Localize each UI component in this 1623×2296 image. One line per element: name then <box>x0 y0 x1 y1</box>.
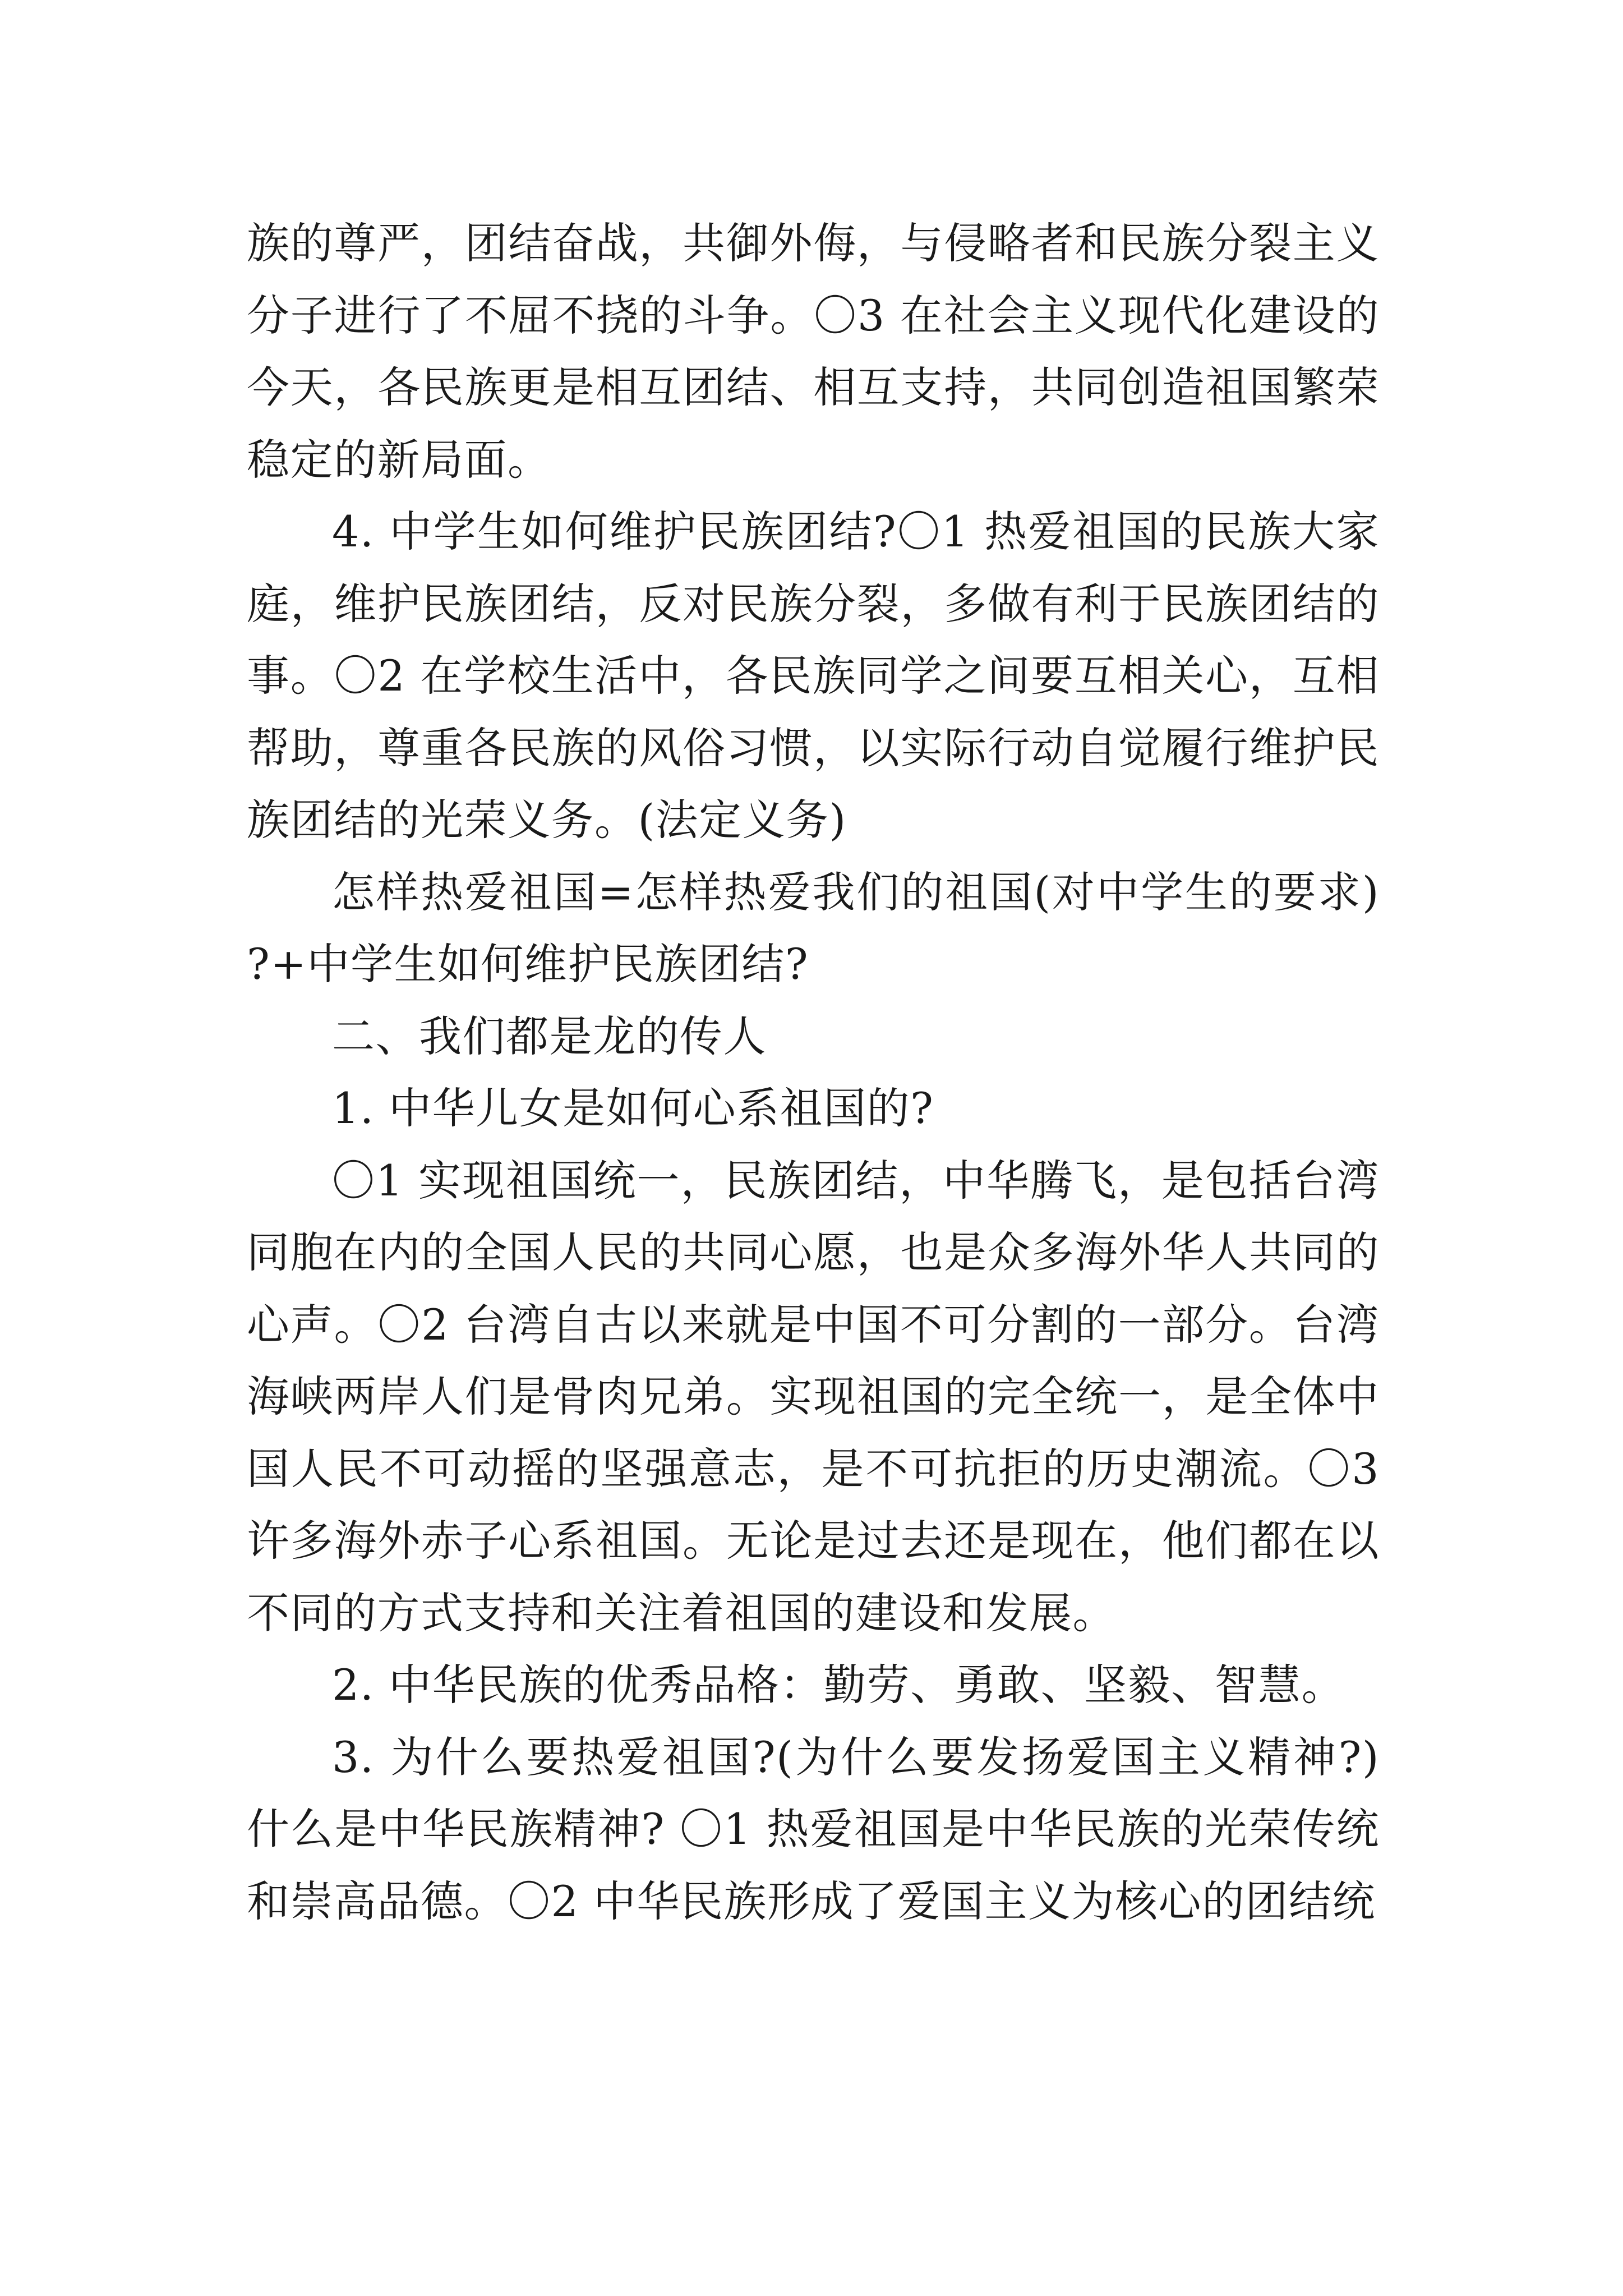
document-body <box>247 208 1380 1938</box>
paragraph-3: 怎样热爱祖国=怎样热爱我们的祖国(对中学生的要求)?+中学生如何维护民族团结? <box>247 867 1380 989</box>
paragraph-4: 1. 中华儿女是如何心系祖国的? <box>332 1083 934 1133</box>
paragraph-2: 4. 中学生如何维护民族团结?〇1 热爱祖国的民族大家庭，维护民族团结，反对民族分裂，多做有利于民族团结的事。〇2 在学校生活中，各民族同学之间要互相关心，互相帮助，尊重各民族的风俗习惯，以实际行动自觉履行维护民族团结的光荣义务。(法定义务) <box>247 507 1380 845</box>
paragraph-1: 族的尊严，团结奋战，共御外侮，与侵略者和民族分裂主义分子进行了不屈不挠的斗争。〇3 在社会主义现代化建设的今天，各民族更是相互团结、相互支持，共同创造祖国繁荣稳定的新局面。 <box>247 218 1380 485</box>
section-heading: 二、我们都是龙的传人 <box>332 1011 767 1061</box>
paragraph-5: 〇1 实现祖国统一，民族团结，中华腾飞，是包括台湾同胞在内的全国人民的共同心愿，也是众多海外华人共同的心声。〇2 台湾自古以来就是中国不可分割的一部分。台湾海峡两岸人们是骨肉兄弟。实现祖国的完全统一，是全体中国人民不可动摇的坚强意志，是不可抗拒的历史潮流。〇3 许多海外赤子心系祖国。无论是过去还是现在，他们都在以不同的方式支持和关注着祖国的建设和发展。 <box>247 1155 1380 1638</box>
paragraph-7: 3. 为什么要热爱祖国?(为什么要发扬爱国主义精神?)什么是中华民族精神? 〇1 热爱祖国是中华民族的光荣传统和崇高品德。〇2 中华民族形成了爱国主义为核心的团结统 <box>247 1732 1380 1926</box>
paragraph-6: 2. 中华民族的优秀品格：勤劳、勇敢、坚毅、智慧。 <box>332 1660 1345 1710</box>
